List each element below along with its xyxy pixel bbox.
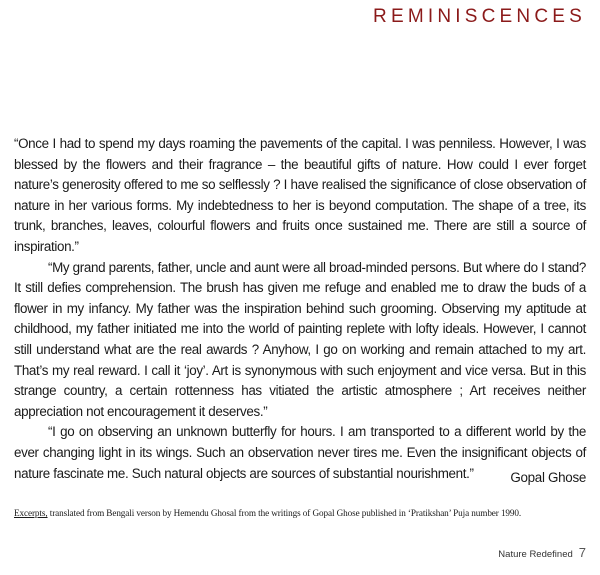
author-signature: Gopal Ghose xyxy=(510,470,586,485)
quote-body xyxy=(14,134,586,484)
page-footer xyxy=(498,545,586,560)
quote-paragraph-2: “My grand parents, father, uncle and aunt were all broad-minded persons. But where do I stand? It still defies comprehension. The brush has given me refuge and enabled me to draw the buds of a flower in my infancy. My father was the inspiration behind such grooming. Observing my aptitude at childhood, my father initiated me into the world of painting replete with lofty ideals. However, I cannot still understand what are the real awards ? Anyhow, I go on working and remain attached to my art. That’s my real reward. I call it ‘joy’. Art is synonymous with such enjoyment and vice versa. But in this strange country, a certain rottenness has vitiated the artistic atmosphere ; Art receives neither appreciation not encouragement it deserves.” xyxy=(14,259,586,419)
caption-lead: Excerpts, xyxy=(14,508,48,518)
publication-name: Nature Redefined xyxy=(498,549,573,560)
quote-paragraph-1: “Once I had to spend my days roaming the pavements of the capital. I was penniless. However, I was blessed by the flowers and their fragrance – the beautiful gifts of nature. How could I ever forget nature’s generosity offered to me so selflessly ? I have realised the significance of close observation of nature in her various forms. My indebtedness to her is beyond computation. The shape of a tree, its trunk, branches, leaves, colourful flowers and fruits once sustained me. There are still a source of inspiration.” xyxy=(14,136,586,254)
page-number: 7 xyxy=(578,545,586,560)
section-title: REMINISCENCES xyxy=(373,6,586,27)
source-caption xyxy=(14,508,521,518)
caption-text: translated from Bengali verson by Hemendu Ghosal from the writings of Gopal Ghose published in ‘Pratikshan’ Puja number 1990. xyxy=(47,508,522,518)
quote-paragraph-3: “I go on observing an unknown butterfly for hours. I am transported to a different world by the ever changing light in its wings. Such an observation never tires me. Even the insignificant objects of nature fascinate me. Such natural objects are sources of substantial nourishment.” xyxy=(14,424,586,481)
